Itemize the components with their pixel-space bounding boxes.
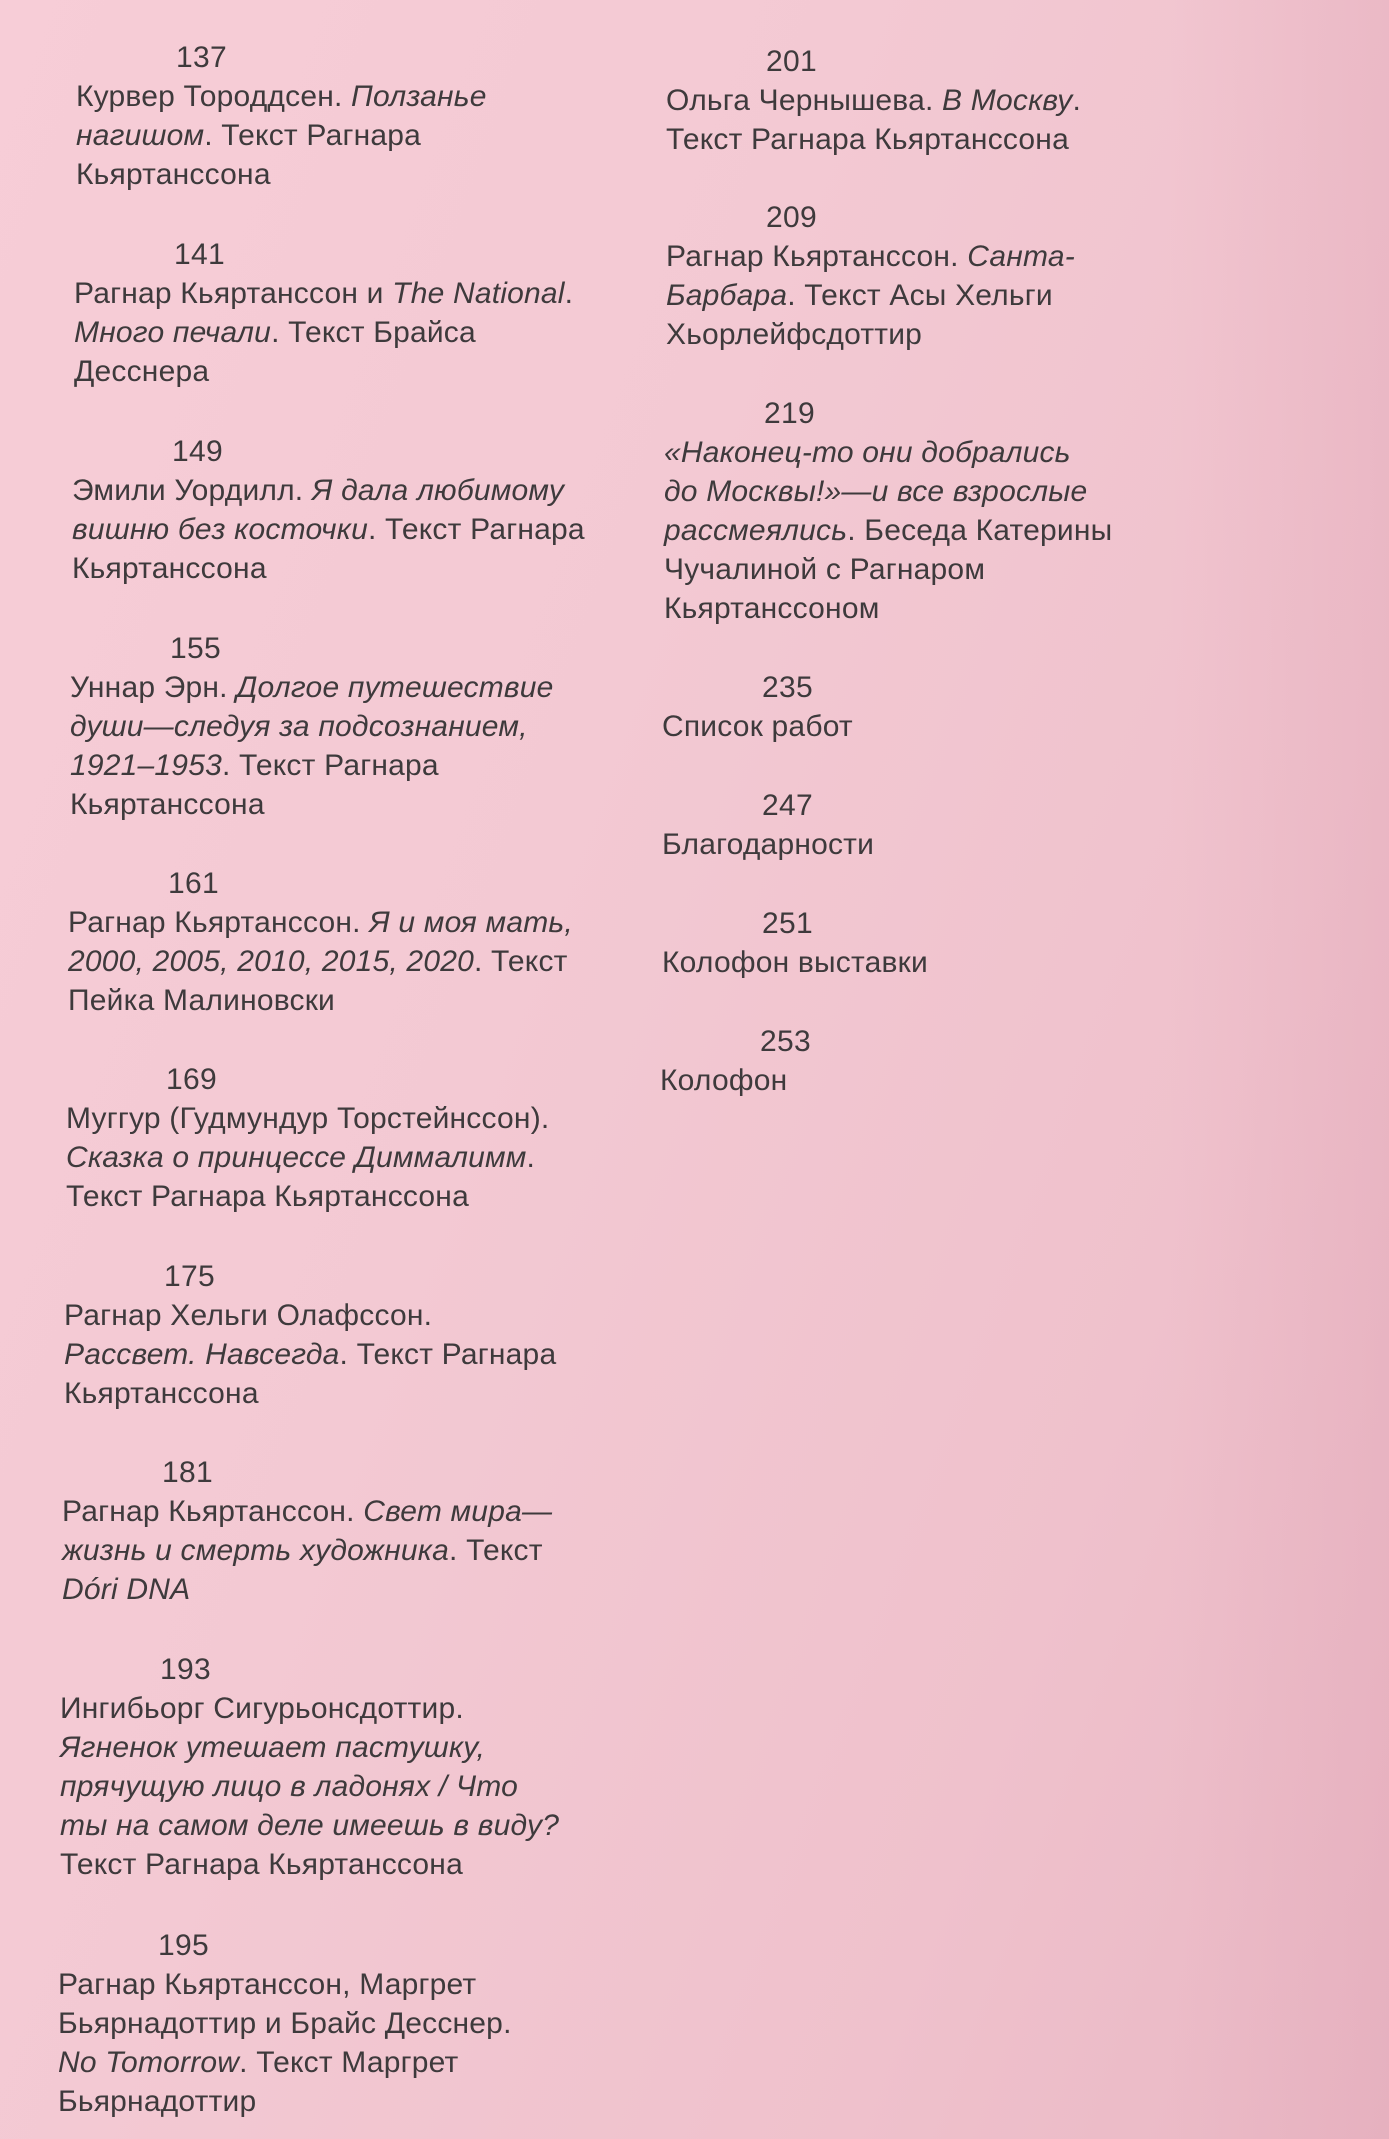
- toc-page-number: 137: [176, 41, 227, 74]
- toc-entry-line: Благодарности: [662, 828, 875, 861]
- toc-entry: [76, 38, 676, 194]
- toc-entry: [666, 42, 1266, 159]
- toc-entry: [62, 1453, 662, 1609]
- toc-entry-title: [64, 1296, 664, 1413]
- toc-entry-line: Курвер Тороддсен. Ползанье: [76, 80, 487, 113]
- toc-entry: [662, 668, 1262, 746]
- toc-entry-title: [662, 943, 1262, 982]
- toc-entry-line: Рагнар Хельги Олафссон.: [64, 1299, 433, 1332]
- toc-entry-title: [58, 1965, 658, 2121]
- toc-entry-line: Барбара. Текст Асы Хельги: [666, 279, 1053, 312]
- toc-entry-line: нагишом. Текст Рагнара: [76, 119, 422, 152]
- toc-page-number: 169: [166, 1063, 217, 1096]
- toc-entry-line: No Tomorrow. Текст Маргрет: [58, 2046, 459, 2079]
- toc-entry: [58, 1926, 658, 2121]
- toc-entry-line: вишню без косточки. Текст Рагнара: [72, 513, 585, 546]
- toc-entry-line: Бьярнадоттир и Брайс Десснер.: [58, 2007, 512, 2040]
- toc-entry-line: Рагнар Кьяртанссон, Маргрет: [58, 1968, 477, 2001]
- toc-entry-title: [662, 825, 1262, 864]
- toc-entry-line: Кьяртанссона: [64, 1377, 259, 1410]
- toc-entry: [666, 198, 1266, 354]
- toc-entry: [74, 235, 674, 391]
- toc-page-number: 251: [762, 907, 813, 940]
- toc-entry-title: [76, 77, 676, 194]
- toc-page-number: 195: [158, 1929, 209, 1962]
- toc-entry-line: Рагнар Кьяртанссон. Свет мира—: [62, 1495, 553, 1528]
- toc-entry-line: Ольга Чернышева. В Москву.: [666, 84, 1082, 117]
- toc-entry-line: 2000, 2005, 2010, 2015, 2020. Текст: [68, 945, 568, 978]
- toc-page-number: 209: [766, 201, 817, 234]
- toc-entry-line: Кьяртанссоном: [664, 592, 880, 625]
- toc-entry-line: Чучалиной с Рагнаром: [664, 553, 986, 586]
- toc-entry-line: Рассвет. Навсегда. Текст Рагнара: [64, 1338, 557, 1371]
- toc-entry-title: [666, 81, 1266, 159]
- toc-entry-line: души—следуя за подсознанием,: [70, 710, 528, 743]
- toc-entry-line: Колофон выставки: [662, 946, 928, 979]
- toc-entry: [60, 1650, 660, 1884]
- toc-entry-line: Ягненок утешает пастушку,: [60, 1731, 485, 1764]
- toc-entry-line: Рагнар Кьяртанссон. Санта-: [666, 240, 1075, 273]
- toc-page-number: 155: [170, 632, 221, 665]
- toc-entry: [70, 629, 670, 824]
- toc-page-number: 247: [762, 789, 813, 822]
- toc-entry-line: «Наконец-то они добрались: [664, 436, 1071, 469]
- toc-entry-title: [72, 471, 672, 588]
- toc-entry-title: [68, 903, 668, 1020]
- toc-page-number: 219: [764, 397, 815, 430]
- toc-entry-line: рассмеялись. Беседа Катерины: [664, 514, 1113, 547]
- toc-page-number: 161: [168, 867, 219, 900]
- toc-entry-title: [60, 1689, 660, 1884]
- toc-entry-line: Хьорлейфсдоттир: [666, 318, 923, 351]
- toc-page-number: 253: [760, 1025, 811, 1058]
- toc-page-number: 141: [174, 238, 225, 271]
- toc-entry-line: жизнь и смерть художника. Текст: [62, 1534, 543, 1567]
- toc-entry-title: [666, 237, 1266, 354]
- toc-entry-title: [74, 274, 674, 391]
- toc-entry: [66, 1060, 666, 1216]
- toc-entry: [64, 1257, 664, 1413]
- toc-entry: [662, 786, 1262, 864]
- toc-entry-title: [70, 668, 670, 824]
- toc-entry: [68, 864, 668, 1020]
- toc-page-number: 193: [160, 1653, 211, 1686]
- toc-entry-line: Кьяртанссона: [76, 158, 271, 191]
- toc-entry-line: 1921–1953. Текст Рагнара: [70, 749, 439, 782]
- toc-entry-line: Ингибьорг Сигурьонсдоттир.: [60, 1692, 464, 1725]
- toc-page-number: 175: [164, 1260, 215, 1293]
- toc-entry-line: Текст Рагнара Кьяртанссона: [60, 1848, 463, 1881]
- toc-page-number: 235: [762, 671, 813, 704]
- toc-entry-line: ты на самом деле имеешь в виду?: [60, 1809, 560, 1842]
- toc-entry: [72, 432, 672, 588]
- toc-entry-line: прячущую лицо в ладонях / Что: [60, 1770, 519, 1803]
- toc-entry-line: Муггур (Гудмундур Торстейнссон).: [66, 1102, 550, 1135]
- toc-entry-title: [66, 1099, 666, 1216]
- toc-entry-line: Десснера: [74, 355, 210, 388]
- toc-entry: [662, 904, 1262, 982]
- toc-entry-line: Рагнар Кьяртанссон и The National.: [74, 277, 574, 310]
- toc-entry: [660, 1022, 1260, 1100]
- toc-page-number: 149: [172, 435, 223, 468]
- toc-entry-line: Много печали. Текст Брайса: [74, 316, 476, 349]
- toc-entry-line: Эмили Уордилл. Я дала любимому: [72, 474, 565, 507]
- toc-entry-line: Сказка о принцессе Диммалимм.: [66, 1141, 536, 1174]
- toc-entry-title: [662, 707, 1262, 746]
- toc-entry-line: Текст Рагнара Кьяртанссона: [666, 123, 1069, 156]
- toc-entry-title: [62, 1492, 662, 1609]
- toc-entry-title: [660, 1061, 1260, 1100]
- toc-page-number: 181: [162, 1456, 213, 1489]
- toc-entry-title: [664, 433, 1264, 628]
- toc-entry-line: Рагнар Кьяртанссон. Я и моя мать,: [68, 906, 573, 939]
- toc-entry-line: Кьяртанссона: [70, 788, 265, 821]
- toc-entry-line: Колофон: [660, 1064, 788, 1097]
- toc-entry-line: Dóri DNA: [62, 1573, 191, 1606]
- toc-page-number: 201: [766, 45, 817, 78]
- toc-entry-line: Бьярнадоттир: [58, 2085, 257, 2118]
- toc-entry-line: Пейка Малиновски: [68, 984, 336, 1017]
- toc-entry-line: Список работ: [662, 710, 853, 743]
- toc-entry-line: Уннар Эрн. Долгое путешествие: [70, 671, 554, 704]
- toc-entry-line: Кьяртанссона: [72, 552, 267, 585]
- toc-entry-line: Текст Рагнара Кьяртанссона: [66, 1180, 469, 1213]
- toc-entry-line: до Москвы!»—и все взрослые: [664, 475, 1088, 508]
- toc-entry: [664, 394, 1264, 628]
